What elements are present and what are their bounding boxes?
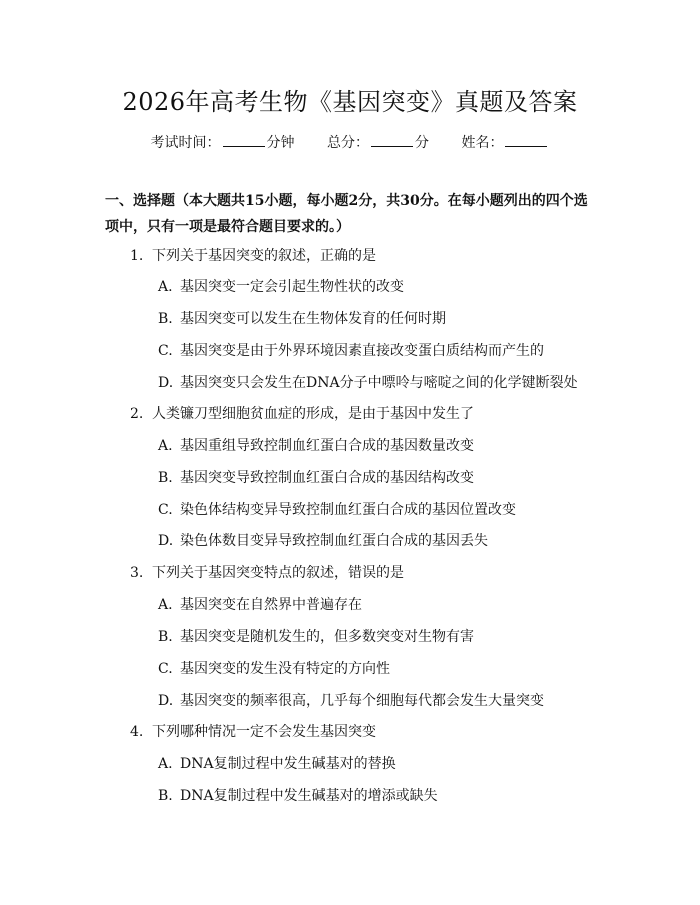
question-3 (130, 562, 404, 582)
option-text: DNA复制过程中发生碱基对的增添或缺失 (180, 788, 438, 804)
question-4 (130, 721, 376, 741)
option-4-a (158, 753, 396, 773)
option-text: 基因突变是随机发生的，但多数突变对生物有害 (180, 629, 474, 645)
option-3-b (158, 626, 474, 646)
student-name (461, 132, 549, 152)
question-number: 3. (130, 565, 144, 581)
option-letter: A. (158, 279, 173, 295)
option-text: 基因突变只会发生在DNA分子中嘌呤与嘧啶之间的化学键断裂处 (180, 375, 578, 391)
option-letter: D. (158, 693, 174, 709)
question-text: 下列关于基因突变特点的叙述，错误的是 (152, 565, 404, 581)
option-letter: A. (158, 597, 173, 613)
option-3-d (158, 690, 544, 710)
time-unit: 分钟 (266, 135, 295, 151)
option-1-d (158, 372, 578, 392)
option-2-b (158, 467, 474, 487)
question-2 (130, 403, 474, 423)
option-text: 染色体结构变异导致控制血红蛋白合成的基因位置改变 (180, 502, 516, 518)
exam-meta (0, 132, 700, 152)
option-letter: B. (158, 311, 173, 327)
option-letter: C. (158, 661, 173, 677)
option-text: 基因突变在自然界中普遍存在 (180, 597, 362, 613)
score-blank (371, 134, 413, 147)
option-3-a (158, 594, 362, 614)
option-text: 基因突变是由于外界环境因素直接改变蛋白质结构而产生的 (180, 343, 544, 359)
option-letter: A. (158, 756, 173, 772)
option-text: 基因突变导致控制血红蛋白合成的基因结构改变 (180, 470, 474, 486)
option-3-c (158, 658, 390, 678)
question-text: 下列哪种情况一定不会发生基因突变 (152, 724, 376, 740)
question-1 (130, 245, 376, 265)
option-text: 基因突变一定会引起生物性状的改变 (180, 279, 404, 295)
time-label: 考试时间： (150, 135, 221, 151)
time-blank (223, 134, 265, 147)
option-1-b (158, 308, 446, 328)
section-heading: 一、选择题（本大题共15小题，每小题2分，共30分。在每小题列出的四个选项中，只有一项是最符合题目要求的。） (105, 193, 588, 235)
total-score (327, 132, 429, 152)
name-blank (505, 134, 547, 147)
exam-time (151, 132, 295, 152)
score-label: 总分： (327, 135, 369, 151)
option-1-c (158, 340, 544, 360)
option-letter: B. (158, 788, 173, 804)
option-letter: D. (158, 375, 174, 391)
option-text: DNA复制过程中发生碱基对的替换 (180, 756, 396, 772)
question-text: 人类镰刀型细胞贫血症的形成，是由于基因中发生了 (152, 406, 474, 422)
option-text: 基因突变的频率很高，几乎每个细胞每代都会发生大量突变 (180, 693, 544, 709)
option-2-c (158, 499, 516, 519)
question-number: 2. (130, 406, 144, 422)
option-text: 基因突变的发生没有特定的方向性 (180, 661, 390, 677)
option-letter: C. (158, 343, 173, 359)
question-text: 下列关于基因突变的叙述，正确的是 (152, 248, 376, 264)
option-2-d (158, 530, 488, 550)
option-letter: B. (158, 629, 173, 645)
option-letter: B. (158, 470, 173, 486)
question-number: 4. (130, 724, 144, 740)
page-title: 2026年高考生物《基因突变》真题及答案 (122, 88, 578, 116)
option-text: 基因突变可以发生在生物体发育的任何时期 (180, 311, 446, 327)
option-text: 染色体数目变异导致控制血红蛋白合成的基因丢失 (180, 533, 488, 549)
option-letter: A. (158, 438, 173, 454)
option-4-b (158, 785, 438, 805)
option-1-a (158, 276, 404, 296)
option-2-a (158, 435, 474, 455)
option-letter: D. (158, 533, 174, 549)
score-unit: 分 (415, 135, 429, 151)
option-letter: C. (158, 502, 173, 518)
question-number: 1. (130, 248, 144, 264)
option-text: 基因重组导致控制血红蛋白合成的基因数量改变 (180, 438, 474, 454)
name-label: 姓名： (461, 135, 504, 151)
